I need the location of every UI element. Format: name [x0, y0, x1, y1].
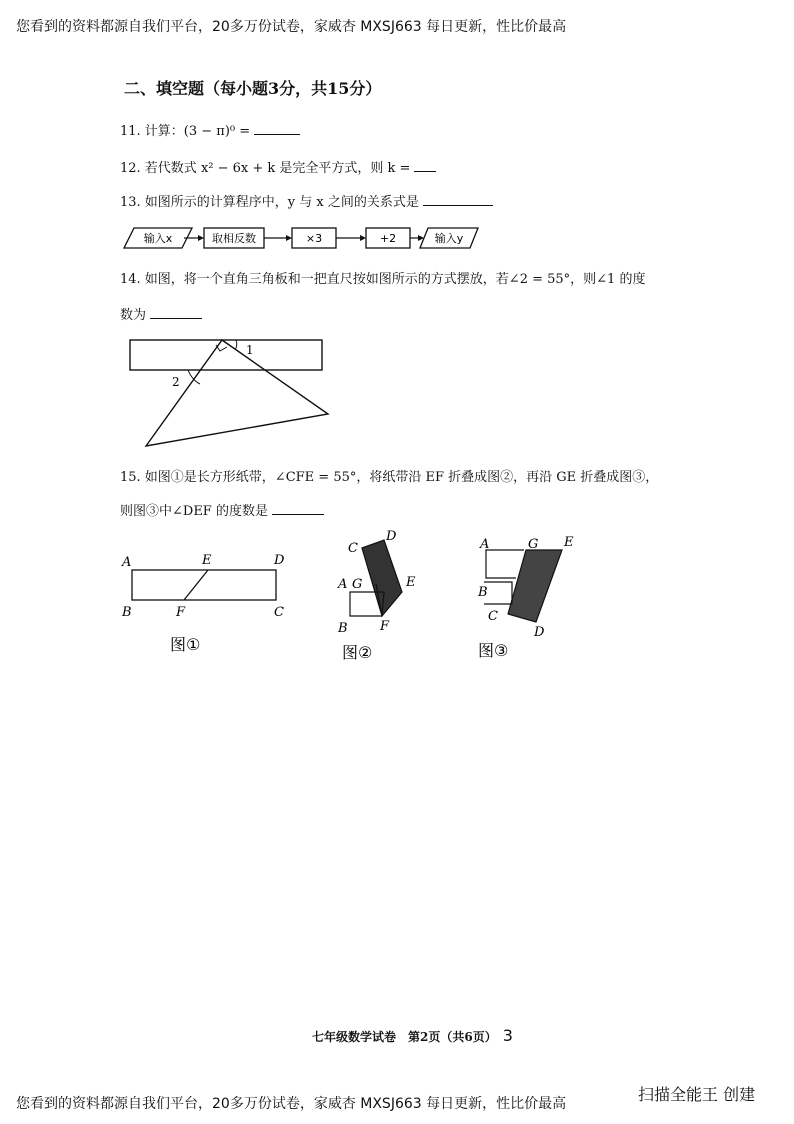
label-C: C: [488, 609, 498, 624]
answer-blank: [414, 159, 436, 172]
label-D: D: [386, 529, 397, 544]
angle-1-label: 1: [246, 343, 254, 357]
ruler: [130, 340, 322, 370]
flow-step-5: 输入y: [434, 232, 464, 245]
question-13: [120, 191, 493, 210]
question-15-line1: 15. 如图①是长方形纸带，∠CFE = 55°，将纸带沿 EF 折叠成图②，再沿 GE 折叠成图③，: [120, 470, 659, 485]
label-F: F: [176, 605, 186, 620]
flow-input-box: [124, 228, 192, 248]
label-B: B: [478, 585, 488, 600]
figure-14: [124, 334, 334, 452]
label-D: D: [274, 553, 285, 568]
question-11: [120, 120, 300, 139]
label-F: F: [380, 619, 390, 634]
question-15-text: 则图③中∠DEF 的度数是: [120, 504, 268, 519]
flow-step-4: +2: [379, 232, 397, 245]
figure-15-1-caption: 图①: [170, 635, 201, 654]
figure-15-group: [118, 526, 598, 666]
right-triangle: [146, 340, 328, 446]
page-footer: [312, 1026, 513, 1045]
figure-15-2-caption: 图②: [342, 643, 373, 662]
question-12: [120, 157, 436, 176]
label-C: C: [348, 541, 358, 556]
label-D: D: [534, 625, 545, 640]
answer-blank: [150, 306, 202, 319]
label-B: B: [338, 621, 348, 636]
question-15-line2: [120, 500, 324, 519]
label-G: G: [528, 537, 539, 552]
answer-blank: [254, 122, 300, 135]
top-banner: 您看到的资料都源自我们平台，20多万份试卷，家威杏 MXSJ663 每日更新，性比价最高: [16, 19, 567, 35]
question-11-text: 11. 计算：(3 − π)⁰ =: [120, 124, 251, 139]
question-14-text: 数为: [120, 308, 147, 323]
flow-step-3: ×3: [305, 232, 323, 245]
answer-blank: [272, 502, 324, 515]
bottom-banner: 您看到的资料都源自我们平台，20多万份试卷，家威杏 MXSJ663 每日更新，性比价最高: [16, 1096, 567, 1112]
flow-output-box: [420, 228, 478, 248]
question-14-line1: 14. 如图，将一个直角三角板和一把直尺按如图所示的方式摆放，若∠2 = 55°，则∠1 的度: [120, 272, 646, 287]
flow-times3-box: [292, 228, 336, 248]
label-E: E: [564, 535, 574, 550]
flow-negate-box: [204, 228, 264, 248]
label-A: A: [122, 555, 132, 570]
label-G: G: [352, 577, 363, 592]
figure-15-2: [337, 529, 416, 662]
flowchart: [122, 222, 482, 254]
flow-step-2: 取相反数: [212, 232, 256, 245]
section-title: 二、填空题（每小题3分，共15分）: [124, 79, 382, 98]
question-14-line2: [120, 304, 202, 323]
figure-15-3-caption: 图③: [478, 641, 509, 660]
label-C: C: [274, 605, 284, 620]
handwritten-mark: 3: [502, 1026, 513, 1045]
scanner-credit: 扫描全能王 创建: [638, 1085, 756, 1104]
flow-step-1: 输入x: [143, 232, 173, 245]
footer-text: 七年级数学试卷 第2页（共6页）: [312, 1030, 497, 1044]
question-12-text: 12. 若代数式 x² − 6x + k 是完全平方式，则 k =: [120, 161, 411, 176]
angle-2-label: 2: [172, 375, 180, 389]
label-B: B: [122, 605, 132, 620]
label-A: A: [338, 577, 348, 592]
label-A: A: [480, 537, 490, 552]
label-E: E: [406, 575, 416, 590]
figure-15-3: [477, 535, 574, 660]
question-13-text: 13. 如图所示的计算程序中，y 与 x 之间的关系式是: [120, 195, 419, 210]
flow-plus2-box: [366, 228, 410, 248]
answer-blank: [423, 193, 493, 206]
label-E: E: [202, 553, 212, 568]
figure-15-1: [121, 553, 285, 620]
